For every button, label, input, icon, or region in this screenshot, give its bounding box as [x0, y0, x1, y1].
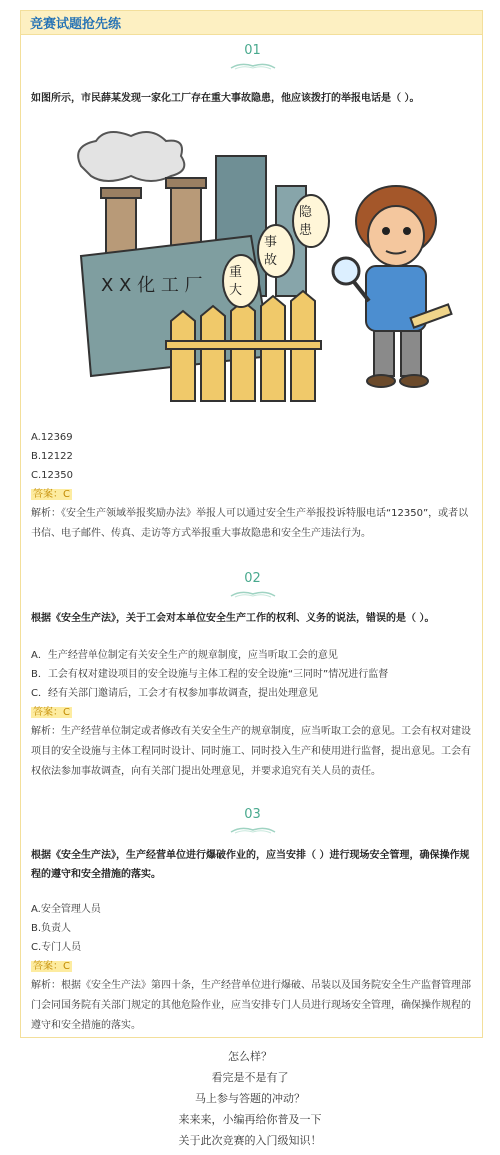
option-a: A.安全管理人员 [31, 904, 101, 915]
factory-sign: X X 化 工 厂 [101, 275, 203, 296]
option-b: B．工会有权对建设项目的安全设施与主体工程的安全设施“三同时”情况进行监督 [31, 669, 389, 680]
bubble-2: 事 [264, 235, 278, 250]
answer-badge: 答案：C [33, 961, 70, 972]
outro-line: 来来来，小编再给你普及一下 [178, 1113, 322, 1126]
book-deco-icon [229, 588, 277, 598]
question-stem-1: 如图所示，市民薛某发现一家化工厂存在重大事故隐患，他应该拨打的举报电话是（ ）。 [31, 93, 420, 104]
outro-line: 马上参与答题的冲动？ [195, 1092, 305, 1105]
options-3 [31, 900, 471, 976]
section-title: 竞赛试题抢先练 [30, 17, 122, 32]
outro-text [0, 1046, 500, 1151]
svg-text:大: 大 [229, 283, 243, 298]
option-a: A.12369 [31, 432, 73, 443]
option-b: B.负责人 [31, 923, 72, 934]
card-header [21, 11, 482, 35]
outro-line: 关于此次竞赛的入门级知识！ [178, 1134, 322, 1147]
analysis-2: 解析：生产经营单位制定或者修改有关安全生产的规章制度，应当听取工会的意见。工会有权对建设项目的安全设施与主体工程同时设计、同时施工、同时投入生产和使用进行监督，提出意见。工会有权依法参加事故调查，向有关部门提出处理意见，并要求追究有关人员的责任。 [31, 726, 471, 777]
question-number-label: 03 [244, 807, 261, 822]
option-c: C.12350 [31, 470, 73, 481]
analysis-1: 解析：《安全生产领域举报奖励办法》举报人可以通过安全生产举报投诉特服电话“12350”，或者以书信、电子邮件、传真、走访等方式举报重大事故隐患和安全生产违法行为。 [31, 508, 469, 539]
analysis-3: 解析：根据《安全生产法》第四十条，生产经营单位进行爆破、吊装以及国务院安全生产监督管理部门会同国务院有关部门规定的其他危险作业，应当安排专门人员进行现场安全管理，确保操作规程的遵守和安全措施的落实。 [31, 980, 471, 1031]
question-number-3 [21, 807, 484, 834]
answer-badge: 答案：C [33, 489, 70, 500]
factory-illustration [51, 126, 461, 406]
bubble-1: 重 [229, 265, 243, 280]
question-number-label: 01 [244, 43, 261, 58]
svg-text:患: 患 [299, 223, 313, 238]
quiz-card [20, 10, 483, 1038]
svg-text:故: 故 [264, 253, 278, 268]
outro-line: 看完是不是有了 [211, 1071, 289, 1084]
question-number-1 [21, 43, 484, 70]
question-stem-3: 根据《安全生产法》，生产经营单位进行爆破作业的，应当安排（ ）进行现场安全管理，确保操作规程的遵守和安全措施的落实。 [31, 850, 470, 880]
options-2 [31, 646, 471, 722]
option-c: C．经有关部门邀请后，工会才有权参加事故调查，提出处理意见 [31, 688, 318, 699]
option-a: A．生产经营单位制定有关安全生产的规章制度，应当听取工会的意见 [31, 650, 338, 661]
book-deco-icon [229, 824, 277, 834]
option-c: C.专门人员 [31, 942, 82, 953]
option-b: B.12122 [31, 451, 73, 462]
options-1 [31, 428, 471, 504]
question-number-label: 02 [244, 571, 261, 586]
answer-badge: 答案：C [33, 707, 70, 718]
bubble-3: 隐 [299, 205, 313, 220]
question-number-2 [21, 571, 484, 598]
book-deco-icon [229, 60, 277, 70]
question-stem-2: 根据《安全生产法》，关于工会对本单位安全生产工作的权利、义务的说法，错误的是（ ）。 [31, 613, 435, 624]
outro-line: 怎么样？ [228, 1050, 272, 1063]
